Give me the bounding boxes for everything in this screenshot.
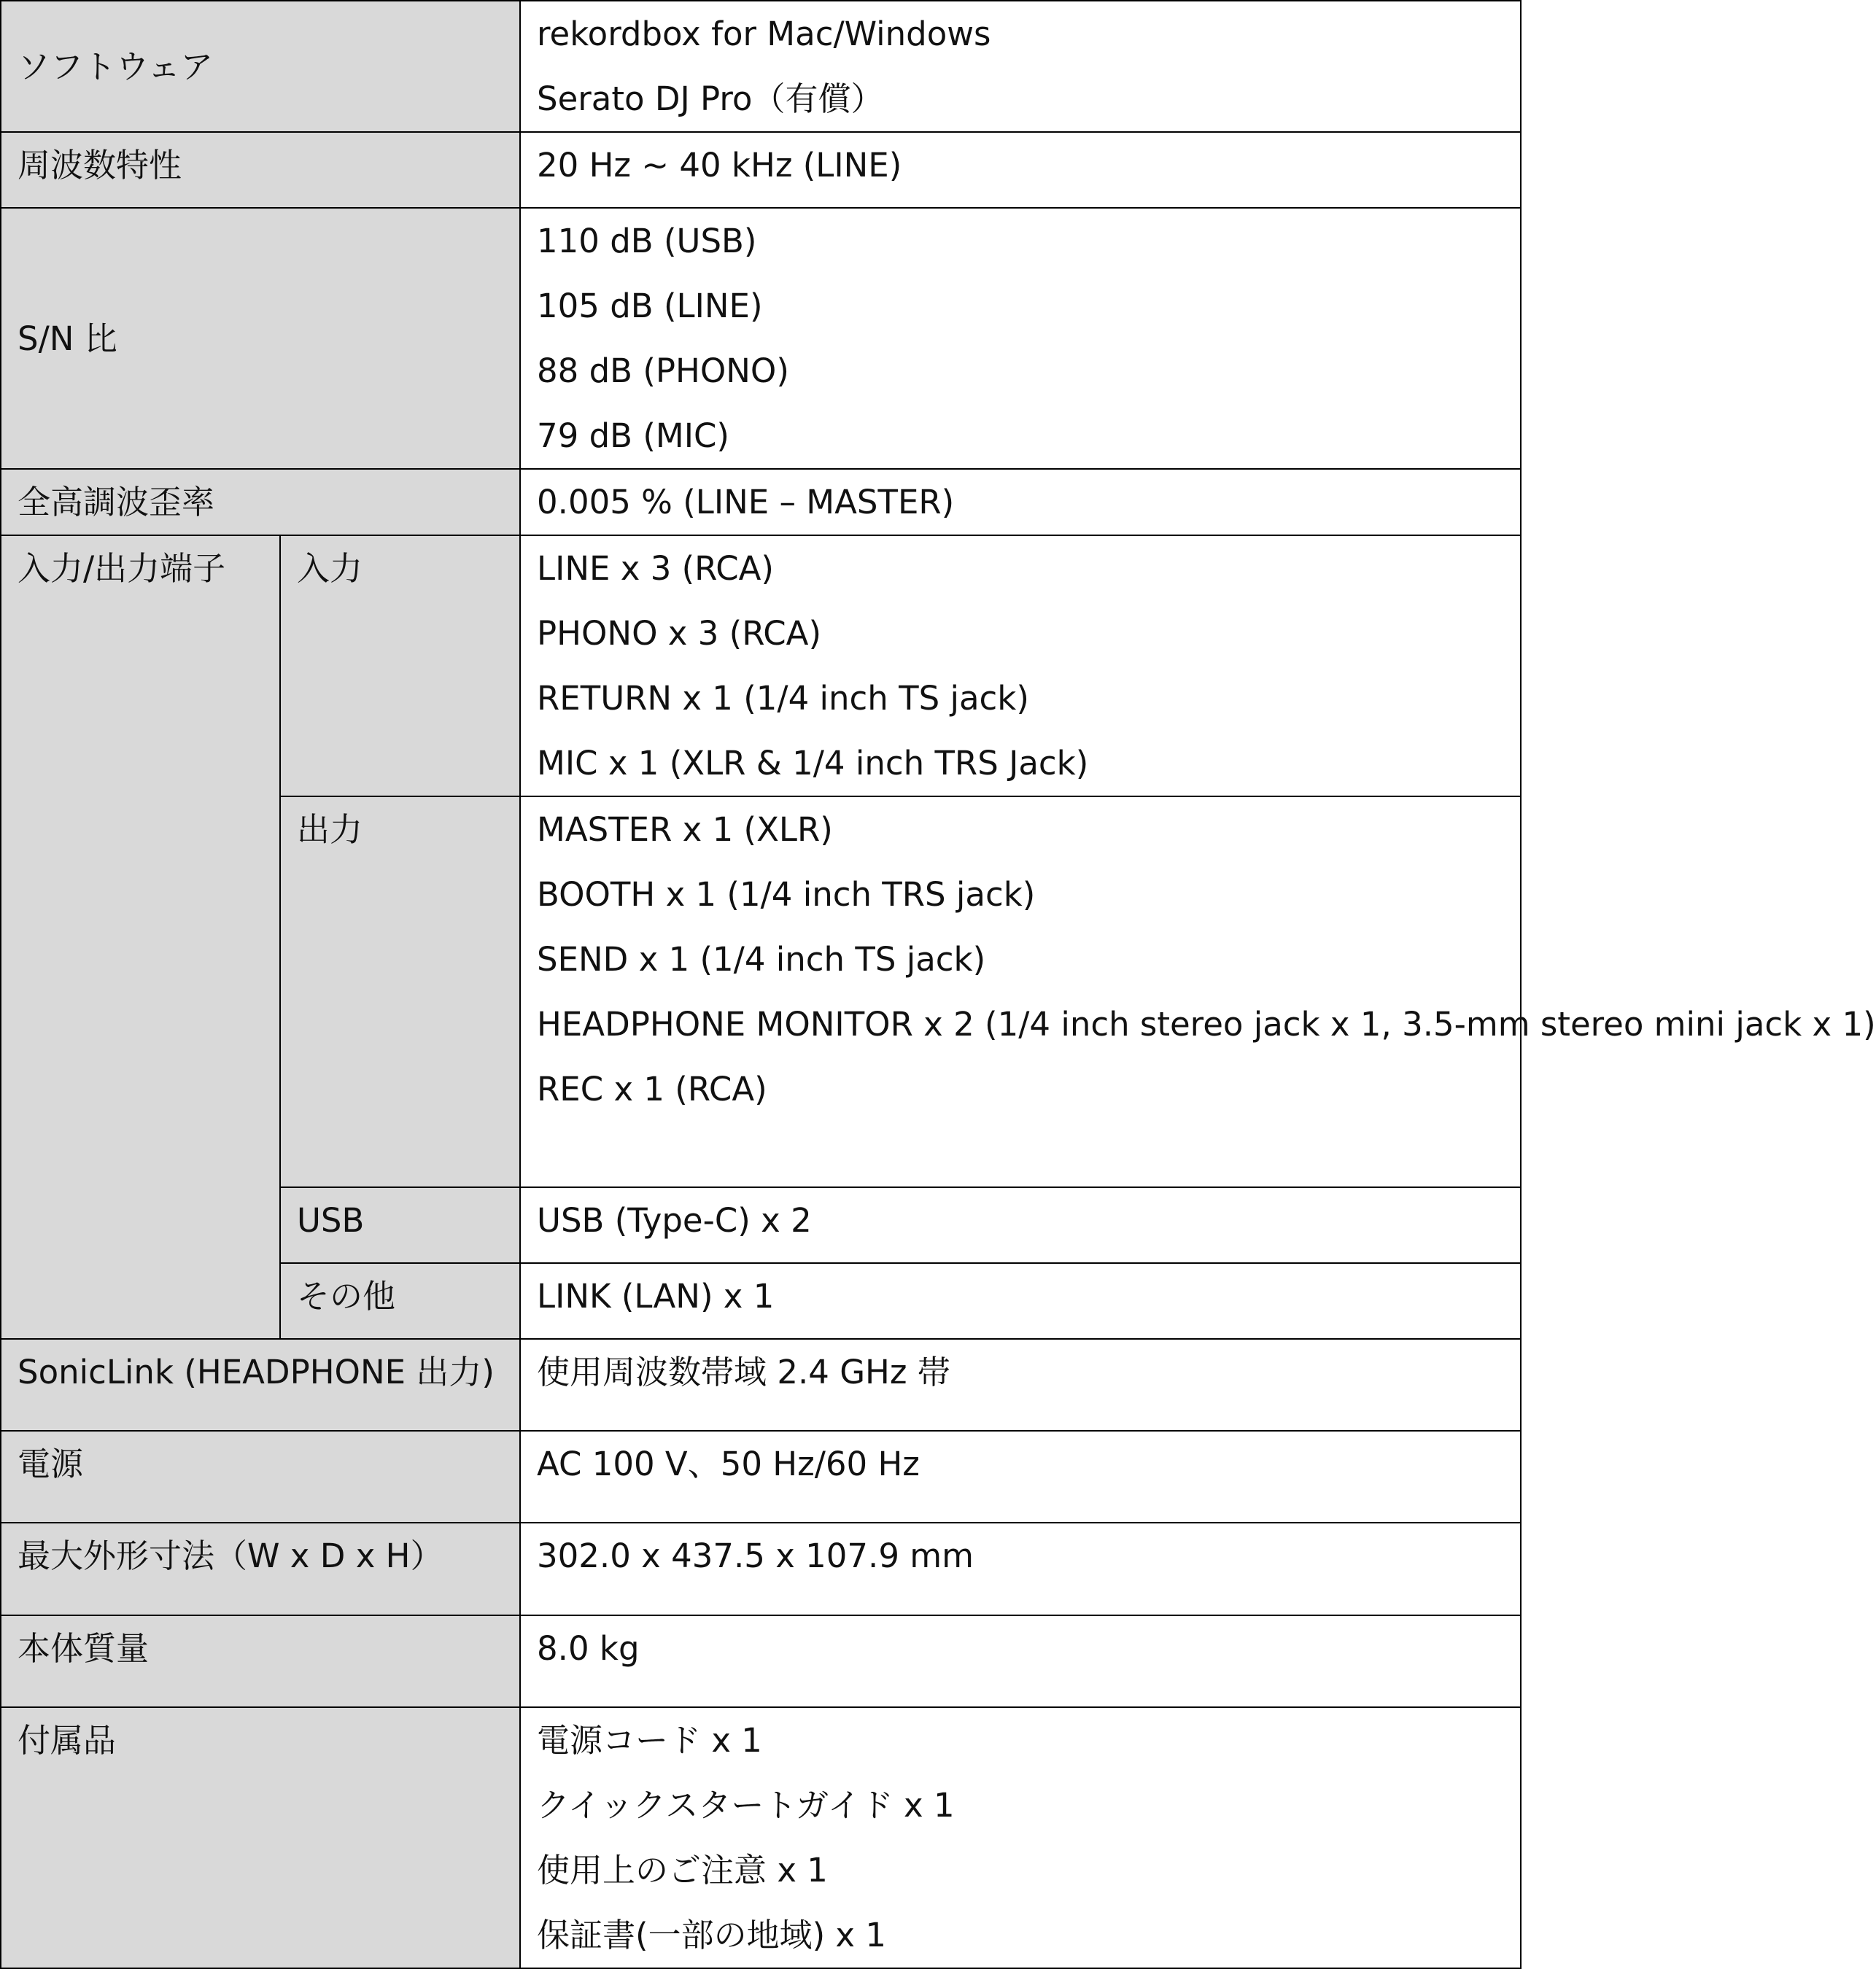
io-input-label: 入力 [280, 535, 520, 796]
weight-label: 本体質量 [1, 1615, 520, 1707]
row-accessories [1, 1707, 1521, 1968]
soniclink-value: 使用周波数帯域 2.4 GHz 帯 [520, 1339, 1521, 1431]
io-other-label: その他 [280, 1263, 520, 1339]
row-soniclink [1, 1339, 1521, 1431]
weight-value: 8.0 kg [520, 1615, 1521, 1707]
row-io-input [1, 535, 1521, 796]
accessories-value [520, 1707, 1521, 1968]
io-usb-value: USB (Type-C) x 2 [520, 1187, 1521, 1263]
power-label: 電源 [1, 1431, 520, 1523]
power-value: AC 100 V、50 Hz/60 Hz [520, 1431, 1521, 1523]
input-line: RETURN x 1 (1/4 inch TS jack) [537, 679, 1029, 718]
row-power [1, 1431, 1521, 1523]
io-other-value: LINK (LAN) x 1 [520, 1263, 1521, 1339]
row-frequency [1, 132, 1521, 208]
dimensions-value: 302.0 x 437.5 x 107.9 mm [520, 1523, 1521, 1615]
input-line: LINE x 3 (RCA) [537, 549, 774, 588]
row-thd [1, 469, 1521, 535]
output-line: SEND x 1 (1/4 inch TS jack) [537, 940, 986, 979]
sn-ratio-value [520, 208, 1521, 469]
software-label: ソフトウェア [1, 1, 520, 132]
output-line: HEADPHONE MONITOR x 2 (1/4 inch stereo jack x 1, 3.5-mm stereo mini jack x 1) [537, 1005, 1876, 1044]
sn-line: 88 dB (PHONO) [537, 352, 789, 390]
frequency-label: 周波数特性 [1, 132, 520, 208]
row-dimensions [1, 1523, 1521, 1615]
software-value [520, 1, 1521, 132]
software-line: rekordbox for Mac/Windows [537, 15, 991, 53]
input-line: PHONO x 3 (RCA) [537, 614, 822, 653]
frequency-value: 20 Hz ~ 40 kHz (LINE) [520, 132, 1521, 208]
accessory-line: クイックスタートガイド x 1 [537, 1786, 955, 1825]
row-software [1, 1, 1521, 132]
sn-line: 110 dB (USB) [537, 222, 757, 260]
io-input-value [520, 535, 1521, 796]
accessory-line: 使用上のご注意 x 1 [537, 1851, 828, 1890]
dimensions-label: 最大外形寸法（W x D x H） [1, 1523, 520, 1615]
io-output-label: 出力 [280, 796, 520, 1187]
io-output-value [520, 796, 1876, 1187]
sn-ratio-label: S/N 比 [1, 208, 520, 469]
software-line: Serato DJ Pro（有償） [537, 79, 884, 118]
soniclink-label: SonicLink (HEADPHONE 出力) [1, 1339, 520, 1431]
output-line: BOOTH x 1 (1/4 inch TRS jack) [537, 875, 1036, 914]
sn-line: 105 dB (LINE) [537, 287, 763, 325]
accessory-line: 電源コード x 1 [537, 1721, 762, 1760]
sn-line: 79 dB (MIC) [537, 416, 729, 455]
thd-value: 0.005 % (LINE – MASTER) [520, 469, 1521, 535]
io-usb-label: USB [280, 1187, 520, 1263]
row-sn-ratio [1, 208, 1521, 469]
output-line: MASTER x 1 (XLR) [537, 810, 833, 849]
io-label: 入力/出力端子 [1, 535, 280, 1339]
thd-label: 全高調波歪率 [1, 469, 520, 535]
accessory-line: 保証書(一部の地域) x 1 [537, 1916, 886, 1954]
output-line: REC x 1 (RCA) [537, 1070, 767, 1108]
accessories-label: 付属品 [1, 1707, 520, 1968]
row-weight [1, 1615, 1521, 1707]
input-line: MIC x 1 (XLR & 1/4 inch TRS Jack) [537, 744, 1089, 782]
